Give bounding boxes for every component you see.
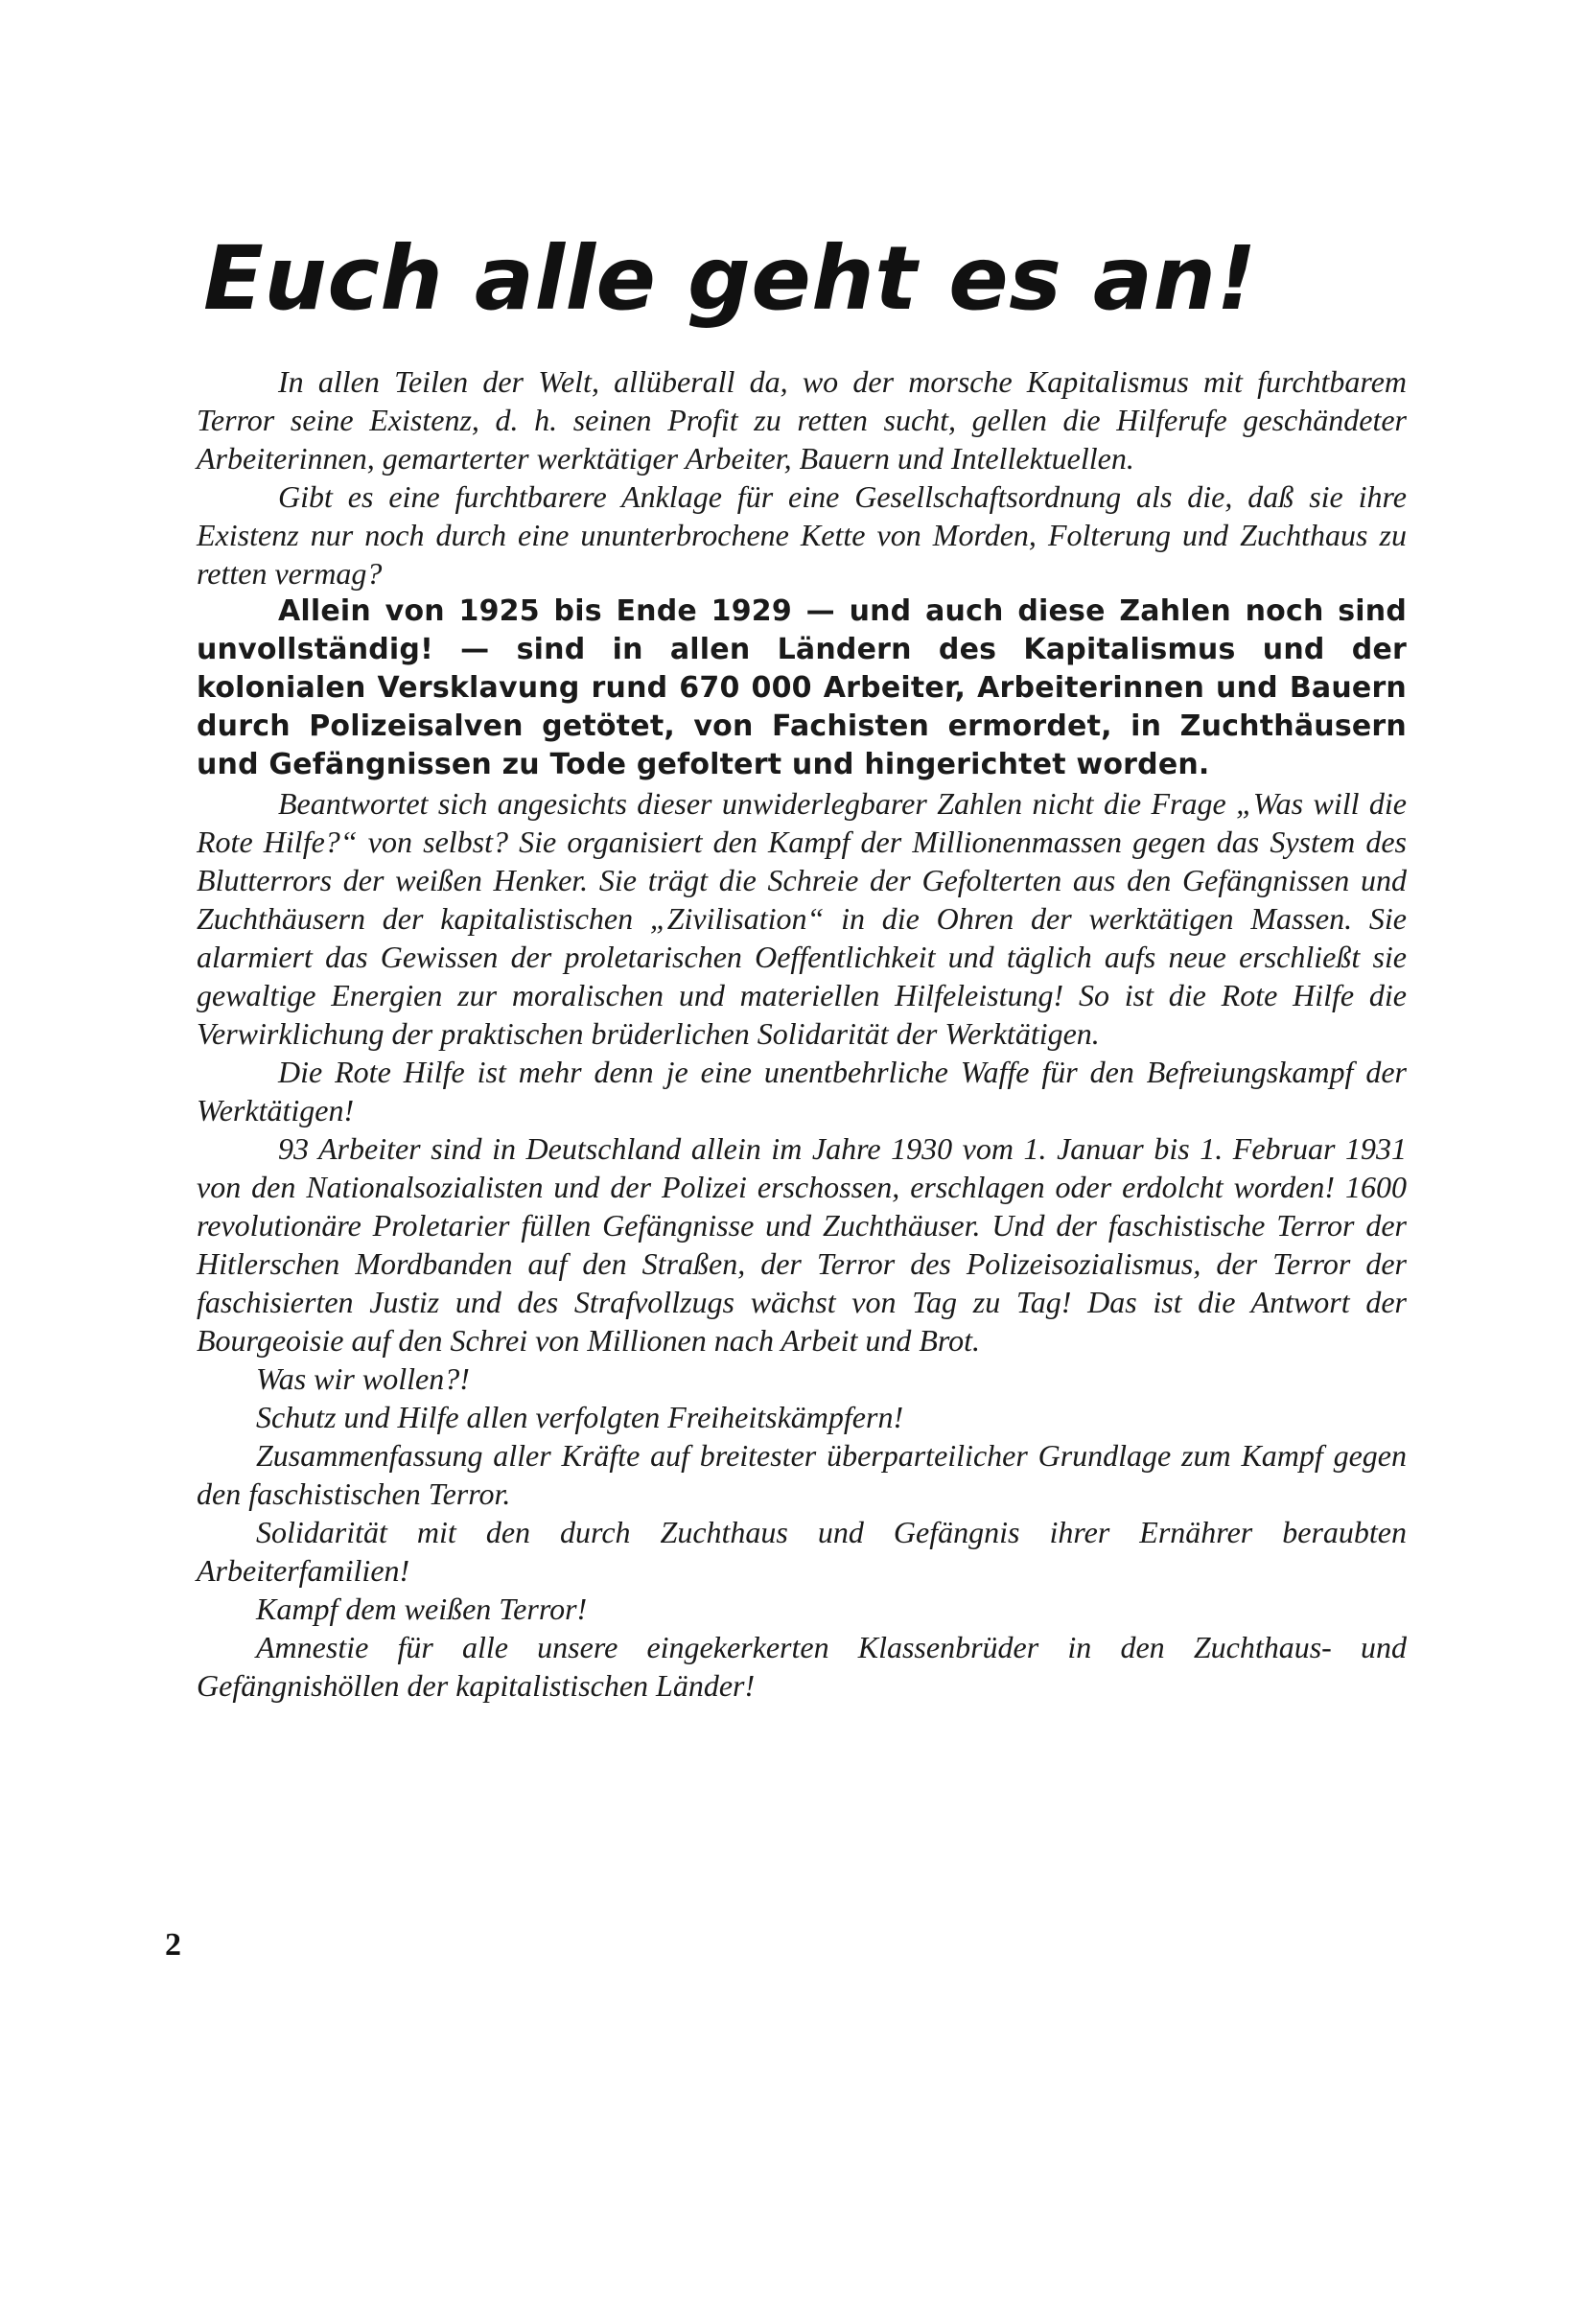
demand-2: Zusammenfassung aller Kräfte auf breitester überparteilicher Grundlage zum Kampf gegen den faschistischen Terror. [197,1438,1407,1511]
paragraph-1: In allen Teilen der Welt, allüberall da, wo der morsche Kapitalismus mit furchtbarem Terror seine Existenz, d. h. seinen Profit zu retten sucht, gellen die Hilferufe geschändeter Arbeiterinnen, gemarterter werktätiger Arbeiter, Bauern und Intellektuellen. [197,364,1407,476]
paragraph-2: Gibt es eine furchtbarere Anklage für eine Gesellschaftsordnung als die, daß sie ihre Existenz nur noch durch eine ununterbrochene Kette von Morden, Folterung und Zuchthaus zu retten vermag? [197,479,1407,591]
demands-intro: Was wir wollen?! [256,1361,470,1396]
paragraph-3-bold: Allein von 1925 bis Ende 1929 — und auch diese Zahlen noch sind unvollständig! — sind in allen Ländern des Kapitalismus und der kolonialen Versklavung rund 670 000 Arbeiter, Arbeiterinnen und Bauern durch Polizeisalven getötet, von Fachisten ermordet, in Zuchthäusern und Gefängnissen zu Tode gefoltert und hingerichtet worden. [197,594,1407,781]
page-title: Euch alle geht es an! [203,227,1257,330]
body-text [197,362,1407,1705]
demand-1: Schutz und Hilfe allen verfolgten Freiheitskämpfern! [256,1400,904,1434]
paragraph-5: Die Rote Hilfe ist mehr denn je eine unentbehrliche Waffe für den Befreiungskampf der Werktätigen! [197,1055,1407,1127]
demand-5: Amnestie für alle unsere eingekerkerten Klassenbrüder in den Zuchthaus- und Gefängnishöllen der kapitalistischen Länder! [197,1630,1407,1703]
paragraph-4: Beantwortet sich angesichts dieser unwiderlegbarer Zahlen nicht die Frage „Was will die Rote Hilfe?“ von selbst? Sie organisiert den Kampf der Millionenmassen gegen das System des Blutterrors der weißen Henker. Sie trägt die Schreie der Gefolterten aus den Gefängnissen und Zuchthäusern der kapitalistischen „Zivilisation“ in die Ohren der werktätigen Massen. Sie alarmiert das Gewissen der proletarischen Oeffentlichkeit und täglich aufs neue erschließt sie gewaltige Energien zur moralischen und materiellen Hilfeleistung! So ist die Rote Hilfe die Verwirklichung der praktischen brüderlichen Solidarität der Werktätigen. [197,786,1407,1051]
paragraph-6: 93 Arbeiter sind in Deutschland allein im Jahre 1930 vom 1. Januar bis 1. Februar 1931 von den Nationalsozialisten und der Polizei erschossen, erschlagen oder erdolcht worden! 1600 revolutionäre Proletarier füllen Gefängnisse und Zuchthäuser. Und der faschistische Terror der Hitlerschen Mordbanden auf den Straßen, der Terror des Polizeisozialismus, der Terror der faschisierten Justiz und des Strafvollzugs wächst von Tag zu Tag! Das ist die Antwort der Bourgeoisie auf den Schrei von Millionen nach Arbeit und Brot. [197,1131,1407,1358]
page-number: 2 [165,1927,181,1963]
demand-3: Solidarität mit den durch Zuchthaus und Gefängnis ihrer Ernährer beraubten Arbeiterfamilien! [197,1515,1407,1588]
demand-4: Kampf dem weißen Terror! [256,1592,588,1626]
